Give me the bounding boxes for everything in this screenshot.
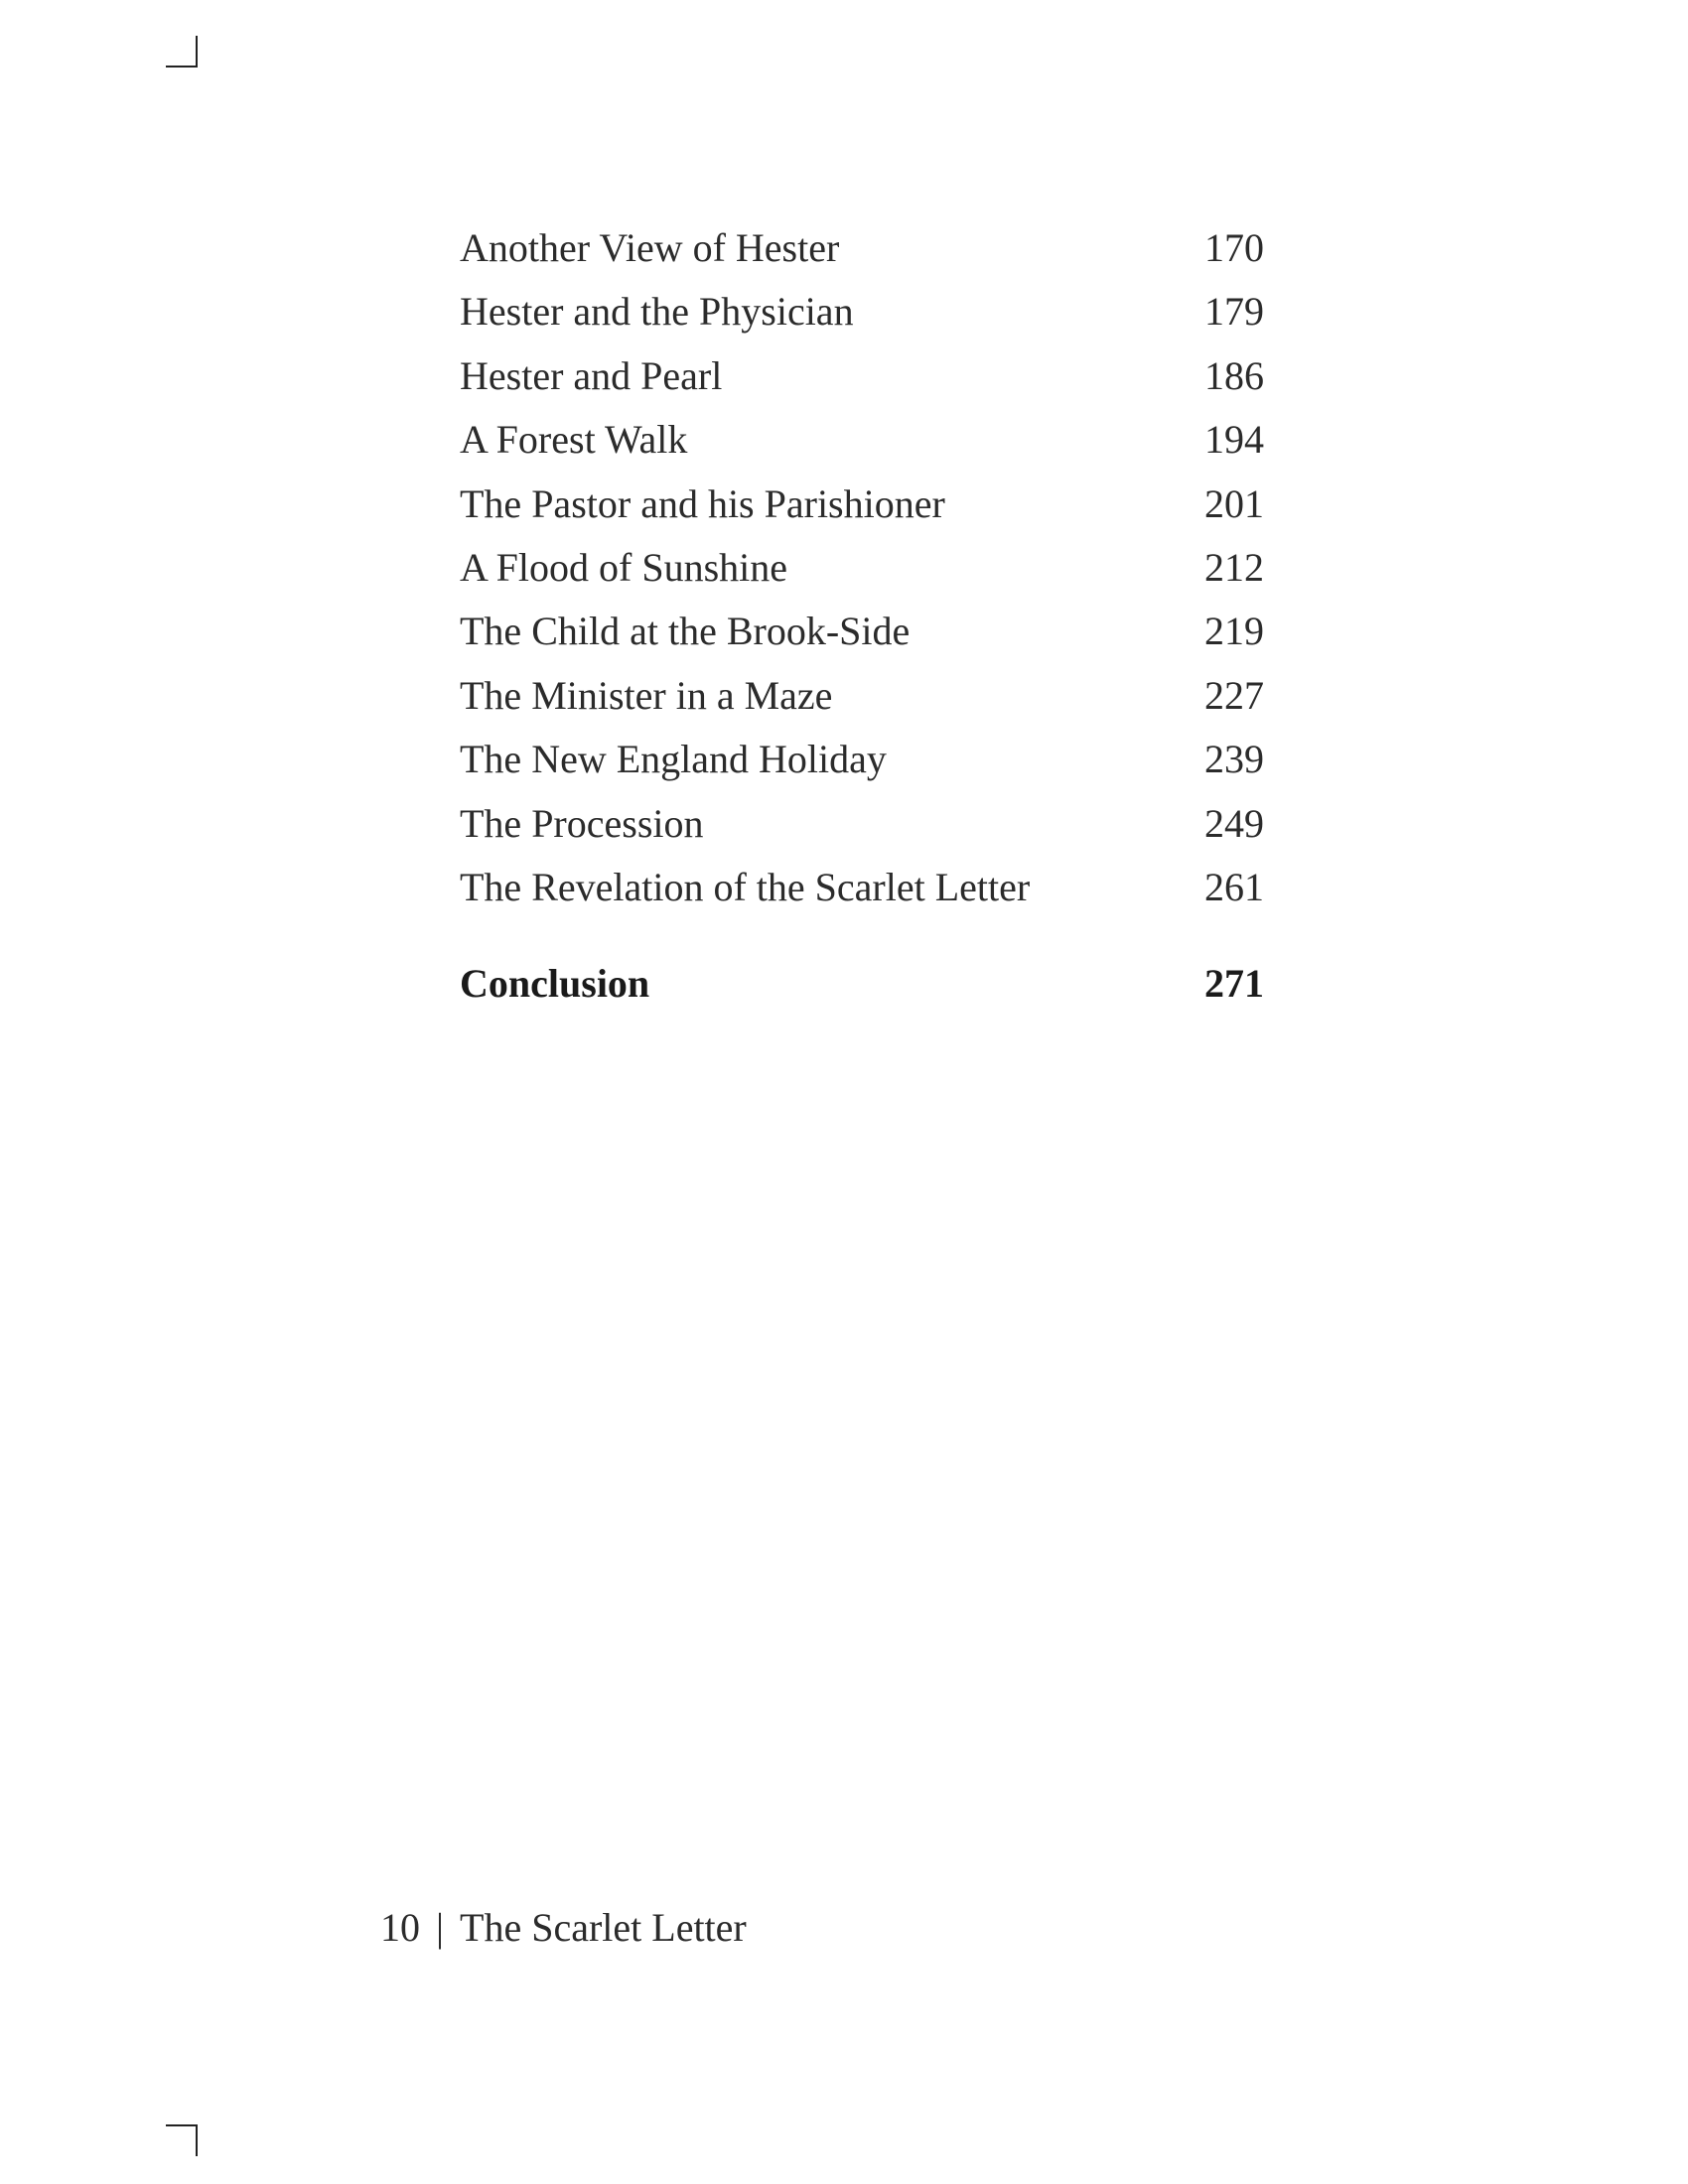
toc-conclusion-page: 271 [1204,961,1264,1007]
toc-entry [460,473,1264,536]
toc-entry [460,856,1264,919]
toc-entry-title: A Forest Walk [460,417,688,463]
toc-entry-page: 201 [1204,480,1264,526]
toc-entry-title: The Pastor and his Parishioner [460,480,945,526]
toc-entry [460,600,1264,663]
toc-conclusion-title: Conclusion [460,961,650,1007]
toc-entry-page: 186 [1204,352,1264,398]
table-of-contents [460,216,1264,1017]
toc-entry-title: The New England Holiday [460,737,887,782]
footer-book-title: The Scarlet Letter [460,1905,747,1950]
toc-entry-title: The Child at the Brook-Side [460,609,911,654]
toc-entry-page: 194 [1204,417,1264,463]
toc-entry-page: 227 [1204,672,1264,718]
toc-entry-title: A Flood of Sunshine [460,544,788,590]
toc-entry [460,408,1264,472]
toc-entry-page: 219 [1204,609,1264,654]
toc-entry-title: Hester and Pearl [460,352,723,398]
toc-entry-title: Another View of Hester [460,225,840,270]
crop-mark-bottom [166,2124,198,2156]
crop-mark-top [166,36,198,68]
toc-entry [460,792,1264,856]
toc-entry-page: 170 [1204,225,1264,270]
footer-separator: | [436,1905,445,1950]
toc-entry-page: 179 [1204,289,1264,335]
running-footer [380,1898,747,1958]
toc-entry [460,536,1264,600]
toc-entry [460,728,1264,791]
toc-entry-page: 212 [1204,544,1264,590]
toc-entry-title: The Minister in a Maze [460,672,833,718]
toc-entry-title: Hester and the Physician [460,289,854,335]
toc-entry-page: 261 [1204,864,1264,909]
toc-entry-title: The Revelation of the Scarlet Letter [460,864,1031,909]
toc-conclusion-entry [460,952,1264,1016]
toc-entry-page: 239 [1204,737,1264,782]
toc-entry [460,664,1264,728]
footer-page-number: 10 [380,1905,420,1950]
toc-entry [460,216,1264,280]
toc-entry-page: 249 [1204,800,1264,846]
toc-entry-title: The Procession [460,800,704,846]
toc-entry [460,344,1264,408]
toc-entry [460,280,1264,343]
